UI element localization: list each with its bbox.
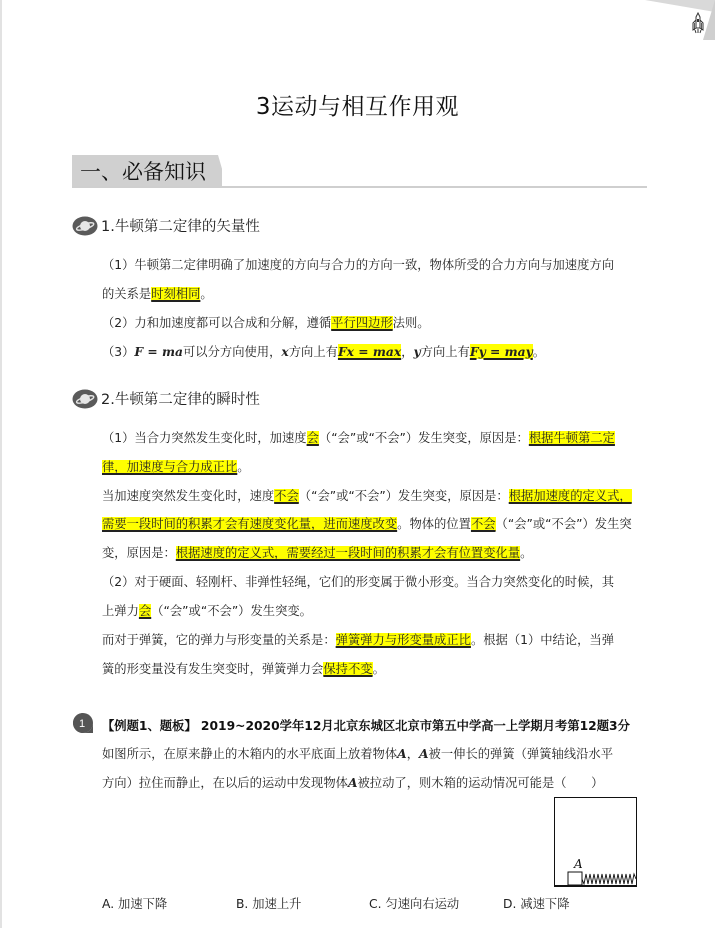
svg-text:1: 1: [78, 718, 86, 730]
option-text: 减速下降: [520, 897, 570, 911]
diagram-drawing: [554, 797, 637, 887]
text: 方向上有: [288, 345, 338, 359]
answer-highlight: 会: [138, 604, 152, 618]
text: 。: [520, 546, 533, 560]
text: （2）对于硬面、轻刚杆、非弹性轻绳，它们的形变属于微小形变。当合力突然变化的时候，其: [102, 575, 614, 589]
variable: A: [419, 746, 429, 761]
formula: F = ma: [134, 344, 183, 359]
variable: A: [347, 775, 358, 790]
option-b[interactable]: [236, 894, 301, 912]
topic-heading-1: [72, 215, 260, 236]
option-key: D.: [503, 897, 517, 911]
answer-highlight: 根据牛顿第二定: [528, 431, 615, 445]
question-text: [102, 746, 613, 762]
option-key: A.: [102, 897, 115, 911]
paragraph: [102, 430, 615, 446]
answer-highlight: 不会: [274, 489, 299, 503]
paragraph: [102, 488, 632, 504]
text: 可以分方向使用，: [183, 345, 282, 359]
text: 而对于弹簧，它的弹力与形变量的关系是：: [102, 633, 336, 647]
text: 当加速度突然发生变化时，速度: [102, 489, 275, 503]
text: （“会”或“不会”）发生突变，原因是：: [318, 431, 529, 445]
text: ，: [406, 747, 419, 761]
option-d[interactable]: [503, 894, 570, 912]
paragraph: [102, 516, 632, 532]
answer-highlight: 平行四边形: [331, 316, 393, 330]
text: ，: [401, 345, 414, 359]
text: 的关系是: [102, 287, 152, 301]
paragraph: [102, 315, 430, 331]
paragraph: [102, 661, 385, 677]
text: 上弹力: [102, 604, 139, 618]
answer-highlight-formula: Fy = may: [469, 344, 533, 359]
text: 。根据（1）中结论，当弹: [470, 633, 615, 647]
text: 。: [532, 345, 546, 359]
paragraph: [102, 574, 614, 590]
answer-highlight: 根据速度的定义式，需要经过一段时间的积累才会有位置变化量: [175, 546, 521, 560]
paragraph: [102, 545, 532, 561]
text: （2）力和加速度都可以合成和分解，遵循: [102, 316, 332, 330]
text: 方向上有: [420, 345, 470, 359]
topic-heading-2: [72, 388, 260, 409]
text: 如图所示，在原来静止的木箱内的水平底面上放着物体: [102, 747, 398, 761]
answer-highlight: 保持不变: [323, 662, 373, 676]
text: 法则。: [392, 316, 430, 330]
text: （“会”或“不会”）发生突变，原因是：: [298, 489, 509, 503]
document-title: 3运动与相互作用观: [255, 94, 460, 120]
box-spring-diagram: [554, 797, 637, 887]
option-c[interactable]: [369, 894, 459, 912]
topic-heading-text: 2.牛顿第二定律的瞬时性: [101, 392, 260, 408]
variable: x: [281, 344, 289, 359]
paragraph: [102, 459, 250, 475]
option-a[interactable]: [102, 894, 167, 912]
paragraph: [102, 286, 213, 302]
answer-highlight: 时刻相同: [151, 287, 201, 301]
text: （1）牛顿第二定律明确了加速度的方向与合力的方向一致，物体所受的合力方向与加速度方向: [102, 258, 614, 272]
answer-highlight: 律，加速度与合力成正比: [102, 460, 238, 474]
text: （3）: [102, 345, 135, 359]
paragraph: [102, 257, 614, 273]
paragraph: [102, 344, 545, 360]
text: （1）当合力突然发生变化时，加速度: [102, 431, 307, 445]
answer-highlight: 需要一段时间的积累才会有速度变化量，进而速度改变: [102, 517, 398, 531]
variable: y: [413, 344, 421, 359]
text: 变，原因是：: [102, 546, 176, 560]
answer-highlight: 不会: [470, 517, 496, 531]
text: 。: [237, 460, 250, 474]
text: （“会”或“不会”）发生突变。: [151, 604, 312, 618]
svg-text:A: A: [574, 857, 583, 871]
planet-icon: [72, 216, 98, 236]
text: （“会”或“不会”）发生突: [495, 517, 632, 531]
answer-highlight: 会: [306, 431, 319, 445]
option-key: B.: [236, 897, 249, 911]
question-text: [102, 775, 603, 791]
answer-highlight-formula: Fx = max: [337, 344, 402, 359]
rocket-icon: [690, 12, 706, 34]
paragraph: [102, 632, 614, 648]
text: 。物体的位置: [397, 517, 471, 531]
section-title: 一、必备知识: [80, 160, 206, 184]
planet-icon: [72, 389, 98, 409]
option-key: C.: [369, 897, 382, 911]
paragraph: [102, 603, 312, 619]
question-number-badge: [72, 712, 94, 734]
option-text: 加速上升: [252, 897, 302, 911]
question-header: 【例题1、题板】 2019~2020学年12月北京东城区北京市第五中学高一上学期月考第12题3分: [102, 719, 630, 733]
option-text: 匀速向右运动: [385, 897, 460, 911]
answer-highlight: 根据加速度的定义式，: [508, 489, 632, 503]
option-text: 加速下降: [118, 897, 168, 911]
topic-heading-text: 1.牛顿第二定律的矢量性: [101, 219, 260, 235]
page-left-edge: [0, 0, 2, 928]
text: 。: [372, 662, 385, 676]
text: 被拉动了，则木箱的运动情况可能是（ ）: [357, 776, 604, 790]
variable: A: [397, 746, 407, 761]
answer-highlight: 弹簧弹力与形变量成正比: [335, 633, 471, 647]
text: 簧的形变量没有发生突变时，弹簧弹力会: [102, 662, 324, 676]
text: 。: [200, 287, 213, 301]
text: 被一伸长的弹簧（弹簧轴线沿水平: [428, 747, 614, 761]
section-divider: [72, 186, 647, 188]
text: 方向）拉住而静止，在以后的运动中发现物体: [102, 776, 348, 790]
section-header: [72, 155, 647, 188]
